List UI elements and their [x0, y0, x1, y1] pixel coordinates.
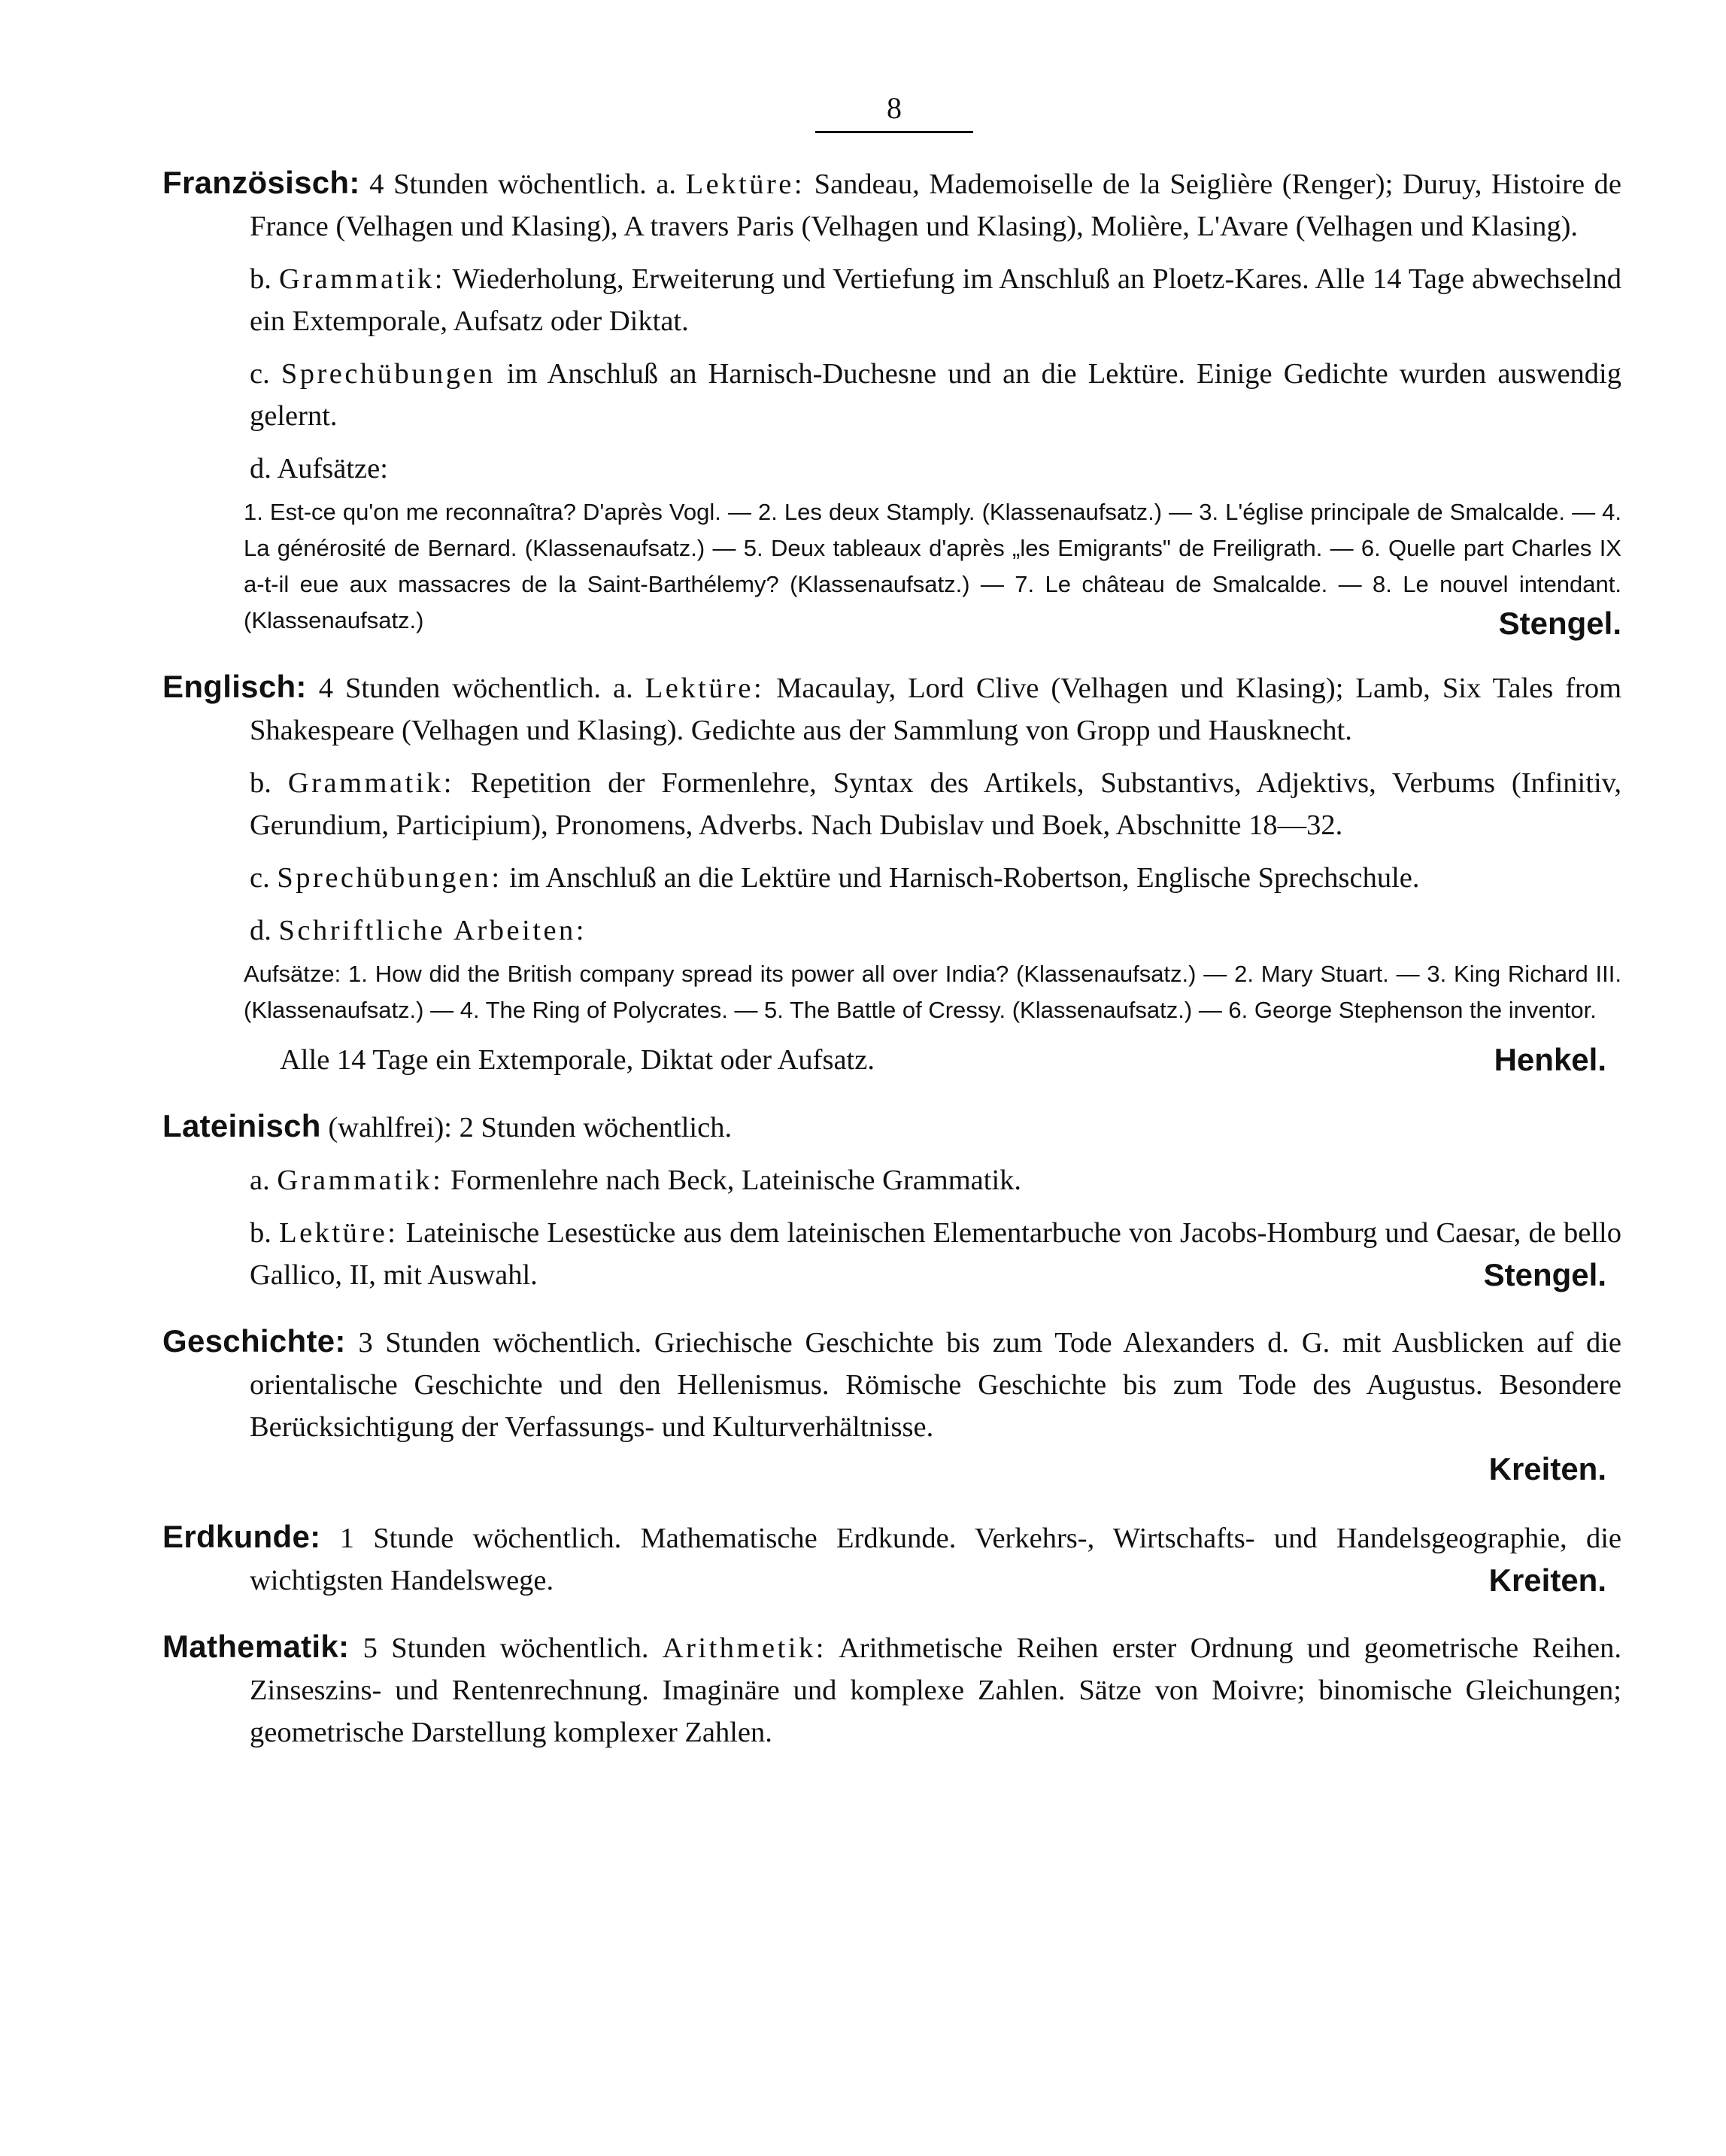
engl-d-spaced: Schriftliche Arbeiten:: [278, 915, 587, 946]
latein-intro: 2 Stunden wöchentlich.: [459, 1112, 733, 1143]
franz-c-text: im Anschluß an Harnisch-Duchesne und an die Lektüre. Einige Gedichte wurden auswendig gelernt.: [250, 358, 1621, 432]
section-lateinisch: [162, 1105, 1621, 1296]
erd-text: 1 Stunde wöchentlich. Mathematische Erdkunde. Verkehrs-, Wirtschafts- und Handelsgeographie, die wichtigsten Handelswege.: [250, 1523, 1621, 1596]
franz-essays: 1. Est-ce qu'on me reconnaîtra? D'après Vogl. — 2. Les deux Stamply. (Klassenaufsatz.) — 3. L'église principale de Smalcalde. — 4. La générosité de Bernard. (Klassenaufsatz.) — 5. Deux tableaux d'après „les Emigrants" de Freiligrath. — 6. Quelle part Charles IX a-t-il eue aux massacres de la Saint-Barthélemy? (Klassenaufsatz.) — 7. Le château de Smalcalde. — 8. Le nouvel intendant. (Klassenaufsatz.): [244, 499, 1621, 633]
engl-b-label: b.: [250, 767, 271, 799]
gesch-heading: Geschichte:: [162, 1323, 346, 1359]
page-number: 8: [887, 91, 902, 125]
mathe-intro: 5 Stunden wöchentlich.: [362, 1632, 649, 1664]
erd-paragraph: [162, 1516, 1621, 1602]
mathe-heading: Mathematik:: [162, 1629, 350, 1664]
engl-c-text: im Anschluß an die Lektüre und Harnisch-Robertson, Englische Sprechschule.: [509, 862, 1420, 894]
page-content: [162, 162, 1621, 1778]
franz-a-spaced: Lektüre:: [685, 169, 805, 200]
latein-b-paragraph: [250, 1212, 1621, 1296]
erd-teacher: Kreiten.: [1488, 1562, 1606, 1598]
section-franzoesisch: [162, 162, 1621, 642]
latein-teacher: Stengel.: [1483, 1257, 1606, 1292]
section-erdkunde: [162, 1516, 1621, 1602]
page-number-rule: [815, 131, 973, 133]
section-englisch: [162, 666, 1621, 1081]
engl-a-spaced: Lektüre:: [645, 673, 765, 704]
franz-intro: 4 Stunden wöchentlich.: [369, 169, 647, 200]
latein-b-text: Lateinische Lesestücke aus dem lateinischen Elementarbuche von Jacobs-Homburg und Caesar, de bello Gallico, II, mit Auswahl.: [250, 1217, 1621, 1291]
engl-b-text: Repetition der Formenlehre, Syntax des Artikels, Substantivs, Adjektivs, Verbums (Infinitiv, Gerundium, Participium), Pronomens, Adverbs. Nach Dubislav und Boek, Abschnitte 18—32.: [250, 767, 1622, 841]
mathe-text: Arithmetische Reihen erster Ordnung und geometrische Reihen. Zinseszins- und Rentenrechnung. Imaginäre und komplexe Zahlen. Sätze von Moivre; binomische Gleichungen; geometrische Darstellung komplexer Zahlen.: [250, 1632, 1622, 1748]
engl-essays: Aufsätze: 1. How did the British company spread its power all over India? (Klassenaufsatz.) — 2. Mary Stuart. — 3. King Richard III. (Klassenaufsatz.) — 4. The Ring of Polycrates. — 5. The Battle of Cressy. (Klassenaufsatz.) — 6. George Stephenson the inventor.: [244, 961, 1621, 1023]
engl-c-label: c.: [250, 862, 270, 894]
section-geschichte: [162, 1320, 1621, 1492]
engl-b-spaced: Grammatik:: [287, 767, 454, 799]
latein-a-paragraph: [250, 1159, 1621, 1201]
erd-heading: Erdkunde:: [162, 1519, 321, 1554]
franz-d-text: Aufsätze:: [277, 453, 388, 484]
franz-a-label: a.: [656, 169, 677, 200]
engl-a-paragraph: [162, 666, 1621, 752]
franz-b-paragraph: [250, 258, 1621, 342]
engl-c-spaced: Sprechübungen:: [277, 862, 502, 894]
engl-essay-list: [162, 956, 1621, 1028]
franz-d-label: d.: [250, 453, 271, 484]
latein-heading: Lateinisch: [162, 1108, 321, 1143]
section-mathematik: [162, 1626, 1621, 1754]
latein-a-spaced: Grammatik:: [277, 1165, 444, 1196]
franz-c-paragraph: [250, 353, 1621, 437]
engl-heading: Englisch:: [162, 669, 307, 704]
latein-head-suffix: (wahlfrei):: [328, 1112, 452, 1143]
engl-teacher: Henkel.: [1494, 1042, 1606, 1077]
franz-c-label: c.: [250, 358, 270, 390]
franz-b-spaced: Grammatik:: [278, 263, 445, 295]
engl-d-label: d.: [250, 915, 271, 946]
franz-c-spaced: Sprechübungen: [281, 358, 496, 390]
engl-closing-paragraph: [162, 1039, 1621, 1081]
franz-heading: Französisch:: [162, 165, 360, 200]
engl-d-paragraph: [250, 909, 1621, 952]
franz-teacher: Stengel.: [1498, 606, 1621, 641]
latein-a-text: Formenlehre nach Beck, Lateinische Grammatik.: [450, 1165, 1022, 1196]
engl-a-text: Macaulay, Lord Clive (Velhagen und Klasing); Lamb, Six Tales from Shakespeare (Velhagen und Klasing). Gedichte aus der Sammlung von Gropp und Hausknecht.: [250, 673, 1622, 746]
engl-a-label: a.: [613, 673, 633, 704]
latein-a-label: a.: [250, 1165, 270, 1196]
latein-head-paragraph: [162, 1105, 1621, 1149]
mathe-spaced: Arithmetik:: [662, 1632, 827, 1664]
mathe-paragraph: [162, 1626, 1621, 1754]
latein-b-label: b.: [250, 1217, 271, 1249]
gesch-text: 3 Stunden wöchentlich. Griechische Geschichte bis zum Tode Alexanders d. G. mit Ausblicken auf die orientalische Geschichte und den Hellenismus. Römische Geschichte bis zum Tode des Augustus. Besondere Berücksichtigung der Verfassungs- und Kulturverhältnisse.: [250, 1327, 1622, 1443]
gesch-teacher: Kreiten.: [1488, 1451, 1606, 1486]
engl-b-paragraph: [250, 762, 1621, 846]
franz-b-text: Wiederholung, Erweiterung und Vertiefung im Anschluß an Ploetz-Kares. Alle 14 Tage abwechselnd ein Extemporale, Aufsatz oder Diktat.: [250, 263, 1622, 337]
gesch-paragraph: [162, 1320, 1621, 1448]
engl-closing: Alle 14 Tage ein Extemporale, Diktat oder Aufsatz.: [280, 1044, 875, 1076]
engl-intro: 4 Stunden wöchentlich.: [318, 673, 601, 704]
latein-b-spaced: Lektüre:: [279, 1217, 399, 1249]
engl-c-paragraph: [250, 857, 1621, 899]
franz-essay-list: [162, 494, 1621, 639]
franz-a-paragraph: [162, 162, 1621, 247]
franz-a-text: Sandeau, Mademoiselle de la Seiglière (Renger); Duruy, Histoire de France (Velhagen und Klasing), A travers Paris (Velhagen und Klasing), Molière, L'Avare (Velhagen und Klasing).: [250, 169, 1622, 242]
franz-d-paragraph: [250, 448, 1621, 490]
franz-b-label: b.: [250, 263, 271, 295]
